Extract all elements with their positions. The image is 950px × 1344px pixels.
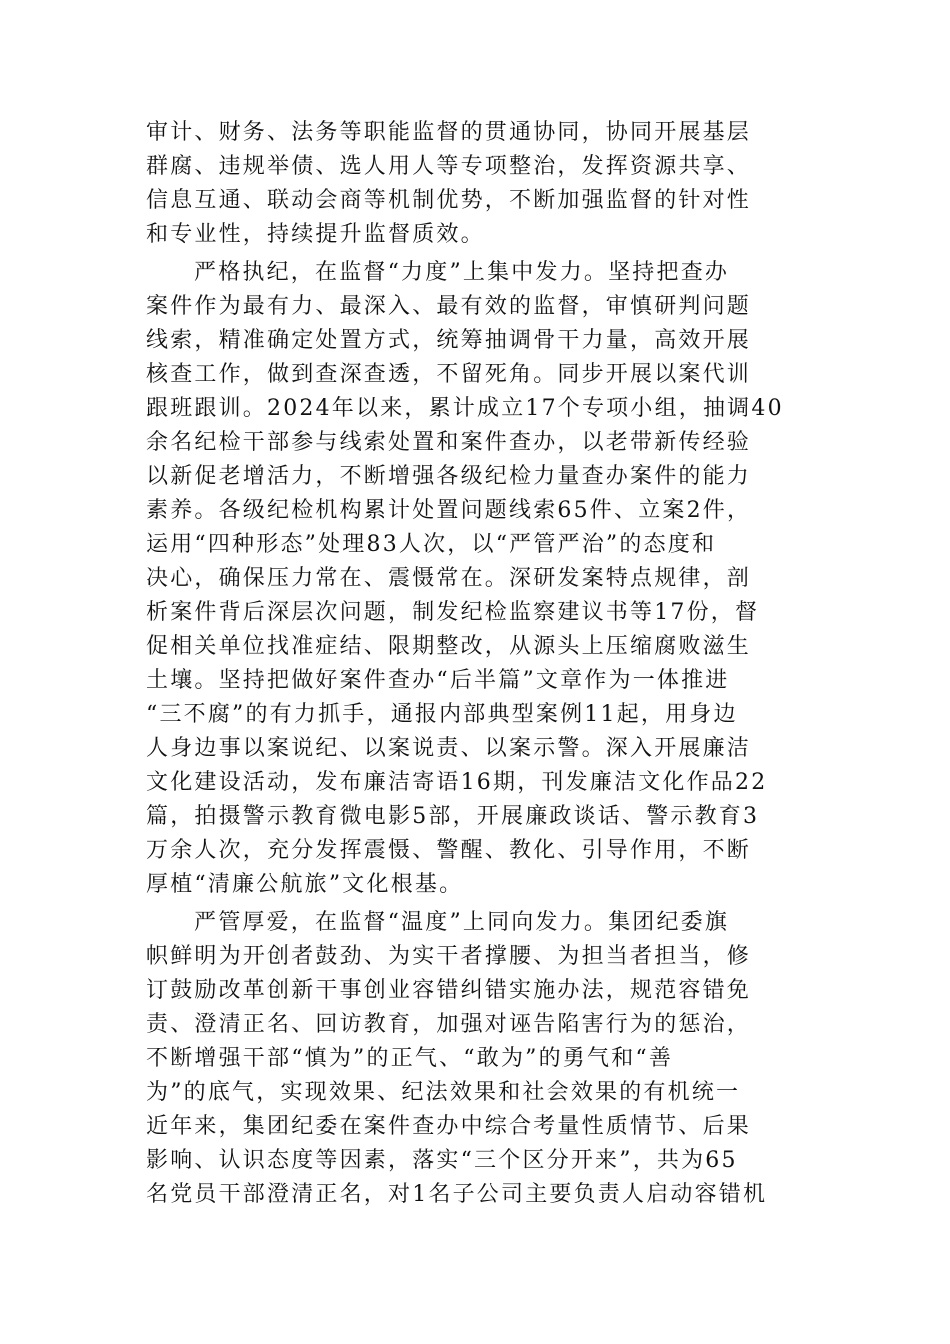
text-line: 和专业性，持续提升监督质效。 <box>146 222 485 247</box>
text-line: 篇，拍摄警示教育微电影5部，开展廉政谈话、警示教育3 <box>146 804 760 829</box>
text-line: “三不腐”的有力抓手，通报内部典型案例11起，用身边 <box>146 702 738 727</box>
text-line: 人身边事以案说纪、以案说责、以案示警。深入开展廉洁 <box>146 736 752 761</box>
document-page <box>146 116 808 1212</box>
paragraph-1 <box>146 116 808 252</box>
text-line: 名党员干部澄清正名，对1名子公司主要负责人启动容错机 <box>146 1182 768 1207</box>
text-line: 万余人次，充分发挥震慑、警醒、教化、引导作用，不断 <box>146 838 752 863</box>
text-line: 文化建设活动，发布廉洁寄语16期，刊发廉洁文化作品22 <box>146 770 768 795</box>
text-line: 群腐、违规举债、选人用人等专项整治，发挥资源共享、 <box>146 154 752 179</box>
text-line: 决心，确保压力常在、震慑常在。深研发案特点规律，剖 <box>146 566 752 591</box>
paragraph-2 <box>146 256 808 902</box>
text-line: 运用“四种形态”处理83人次，以“严管严治”的态度和 <box>146 532 717 557</box>
text-line: 线索，精准确定处置方式，统筹抽调骨干力量，高效开展 <box>146 328 752 353</box>
text-line: 余名纪检干部参与线索处置和案件查办，以老带新传经验 <box>146 430 752 455</box>
text-line: 严格执纪，在监督“力度”上集中发力。坚持把查办 <box>194 260 730 285</box>
text-line: 厚植“清廉公航旅”文化根基。 <box>146 872 464 897</box>
document-body <box>146 116 808 1212</box>
text-line: 以新促老增活力，不断增强各级纪检力量查办案件的能力 <box>146 464 752 489</box>
text-line: 审计、财务、法务等职能监督的贯通协同，协同开展基层 <box>146 120 752 145</box>
text-line: 析案件背后深层次问题，制发纪检监察建议书等17份，督 <box>146 600 760 625</box>
text-line: 促相关单位找准症结、限期整改，从源头上压缩腐败滋生 <box>146 634 752 659</box>
text-line: 素养。各级纪检机构累计处置问题线索65件、立案2件， <box>146 498 752 523</box>
text-line: 严管厚爱，在监督“温度”上同向发力。集团纪委旗 <box>194 910 730 935</box>
text-line: 跟班跟训。2024年以来，累计成立17个专项小组，抽调40 <box>146 396 784 421</box>
text-line: 责、澄清正名、回访教育，加强对诬告陷害行为的惩治， <box>146 1012 752 1037</box>
text-line: 案件作为最有力、最深入、最有效的监督，审慎研判问题 <box>146 294 752 319</box>
text-line: 帜鲜明为开创者鼓劲、为实干者撑腰、为担当者担当，修 <box>146 944 752 969</box>
text-line: 核查工作，做到查深查透，不留死角。同步开展以案代训 <box>146 362 752 387</box>
text-line: 土壤。坚持把做好案件查办“后半篇”文章作为一体推进 <box>146 668 730 693</box>
text-line: 信息互通、联动会商等机制优势，不断加强监督的针对性 <box>146 188 752 213</box>
text-line: 不断增强干部“慎为”的正气、“敢为”的勇气和“善 <box>146 1046 674 1071</box>
text-line: 订鼓励改革创新干事创业容错纠错实施办法，规范容错免 <box>146 978 752 1003</box>
text-line: 为”的底气，实现效果、纪法效果和社会效果的有机统一 <box>146 1080 741 1105</box>
text-line: 近年来，集团纪委在案件查办中综合考量性质情节、后果 <box>146 1114 752 1139</box>
paragraph-3 <box>146 906 808 1212</box>
text-line: 影响、认识态度等因素，落实“三个区分开来”，共为65 <box>146 1148 738 1173</box>
